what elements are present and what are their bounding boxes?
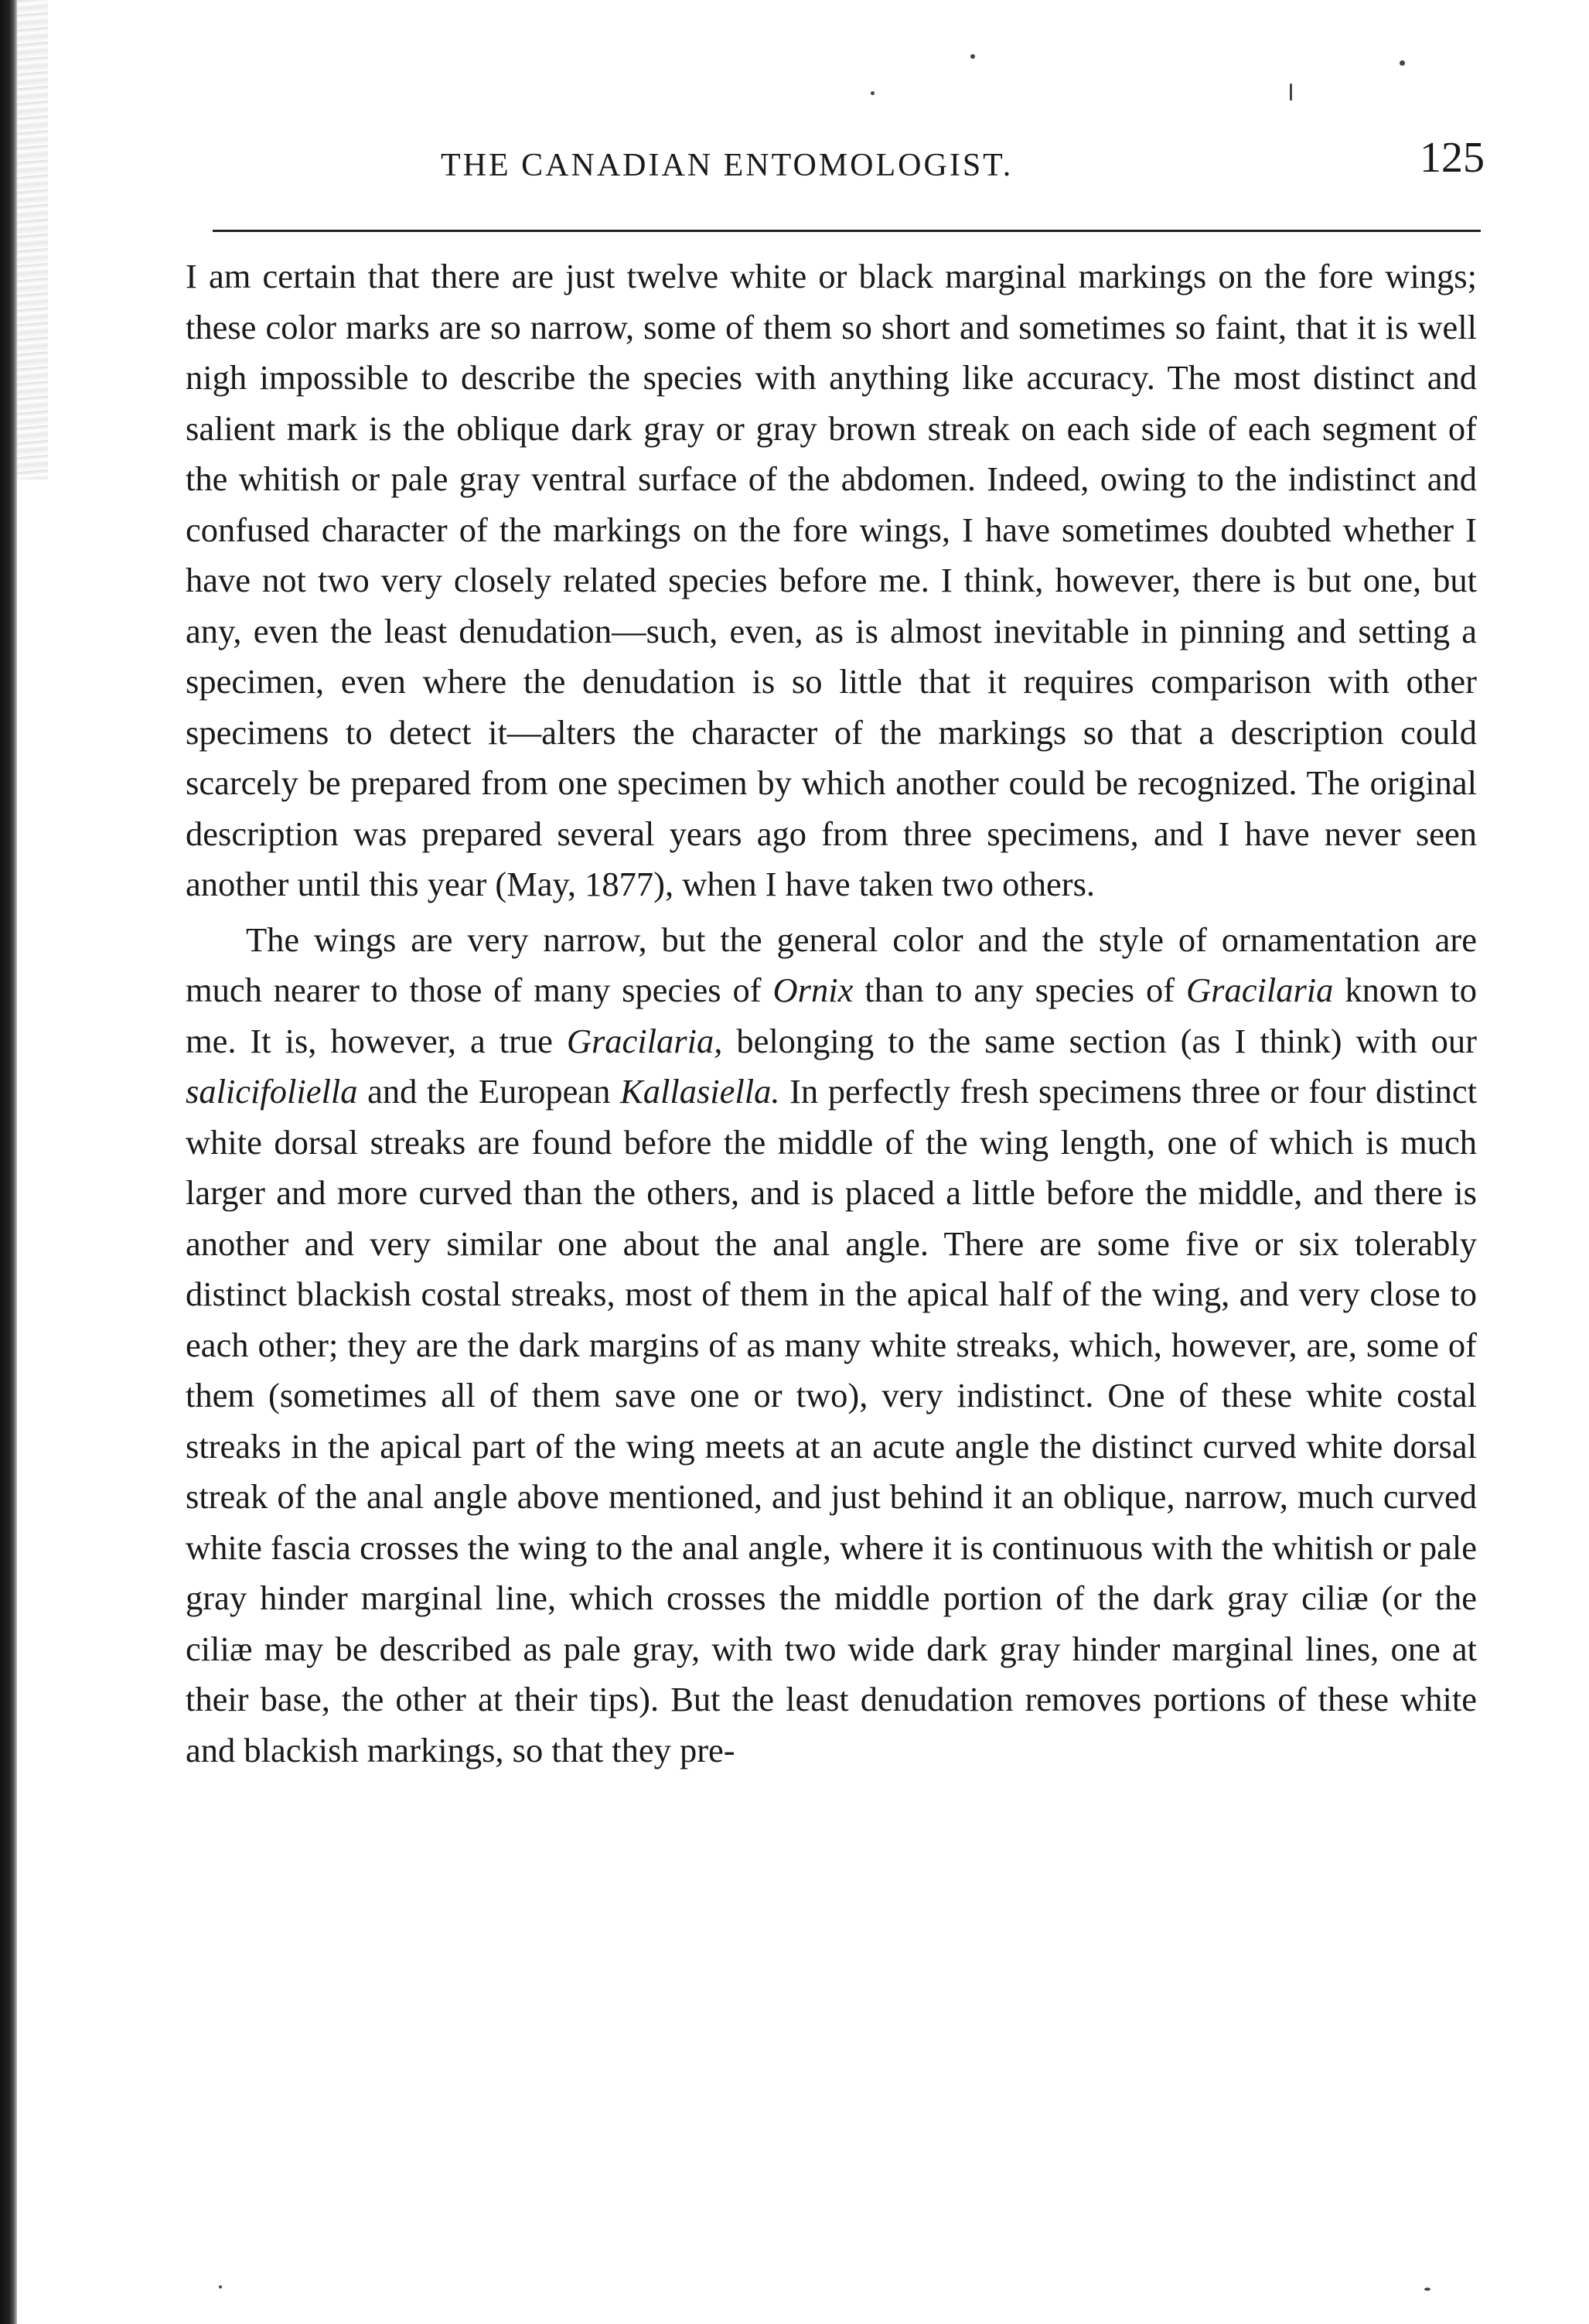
binding-texture xyxy=(17,0,48,479)
body-text xyxy=(186,251,1477,1776)
paragraph-2-text-3: known to me. It is, however, a true xyxy=(186,971,1478,1060)
scan-speck xyxy=(1290,84,1292,101)
species-kallasiella: Kallasiella. xyxy=(620,1072,780,1111)
genus-ornix: Ornix xyxy=(772,971,854,1009)
genus-gracilaria: Gracilaria xyxy=(1186,971,1334,1009)
running-title: THE CANADIAN ENTOMOLOGIST. xyxy=(441,148,1014,183)
page-binding-edge xyxy=(0,0,17,2324)
paragraph-2-text-4: belonging to the same section (as I think) with our xyxy=(722,1021,1478,1060)
book-page xyxy=(186,116,1485,1769)
paragraph-2-text-1: The wings are very narrow, but the general color and the style of ornamentation are much nearer to those of many species of xyxy=(186,920,1477,1009)
page-number: 125 xyxy=(1420,134,1485,182)
scan-speck xyxy=(219,2285,222,2288)
paragraph-2-text-2: than to any species of xyxy=(853,971,1187,1009)
paragraph-2 xyxy=(186,915,1477,1776)
scan-speck xyxy=(871,91,875,95)
scan-speck xyxy=(1400,60,1405,66)
species-salicifoliella: salicifoliella xyxy=(186,1072,358,1111)
paragraph-1: I am certain that there are just twelve white or black marginal markings on the fore wings; these color marks are so narrow, some of them so short and sometimes so faint, that it is well nigh impossible to describe the species with anything like accuracy. The most distinct and salient mark is the oblique dark gray or gray brown streak on each side of each segment of the whitish or pale gray ventral surface of the abdomen. Indeed, owing to the indistinct and confused character of the markings on the fore wings, I have sometimes doubted whether I have not two very closely related species before me. I think, however, there is but one, but any, even the least denudation—such, even, as is almost inevitable in pinning and setting a specimen, even where the denudation is so little that it requires comparison with other specimens to detect it—alters the character of the markings so that a description could scarcely be prepared from one specimen by which another could be recognized. The original description was prepared several years ago from three specimens, and I have never seen another until this year (May, 1877), when I have taken two others. xyxy=(186,257,1477,903)
genus-gracilaria-2: Gracilaria, xyxy=(566,1021,723,1060)
paragraph-2-text-5: and the European xyxy=(357,1072,621,1111)
scan-speck xyxy=(970,54,975,59)
header-rule xyxy=(213,230,1481,232)
running-head xyxy=(186,116,1485,186)
paragraph-2-text-6: In perfectly fresh specimens three or four distinct white dorsal streaks are found before the middle of the wing length, one of which is much larger and more curved than the others, and is placed a little before the middle, and there is another and very similar one about the anal angle. There are some five or six tolerably distinct blackish costal streaks, most of them in the apical half of the wing, and very close to each other; they are the dark margins of as many white streaks, which, however, are, some of them (sometimes all of them save one or two), very indistinct. One of these white costal streaks in the apical part of the wing meets at an acute angle the distinct curved white dorsal streak of the anal angle above mentioned, and just behind it an oblique, narrow, much curved white fascia crosses the wing to the anal angle, where it is continuous with the whitish or pale gray hinder marginal line, which crosses the middle portion of the dark gray ciliæ (or the ciliæ may be described as pale gray, with two wide dark gray hinder marginal lines, one at their base, the other at their tips). But the least denudation removes portions of these white and blackish markings, so that they pre- xyxy=(186,1072,1477,1769)
scan-speck xyxy=(1424,2288,1430,2291)
